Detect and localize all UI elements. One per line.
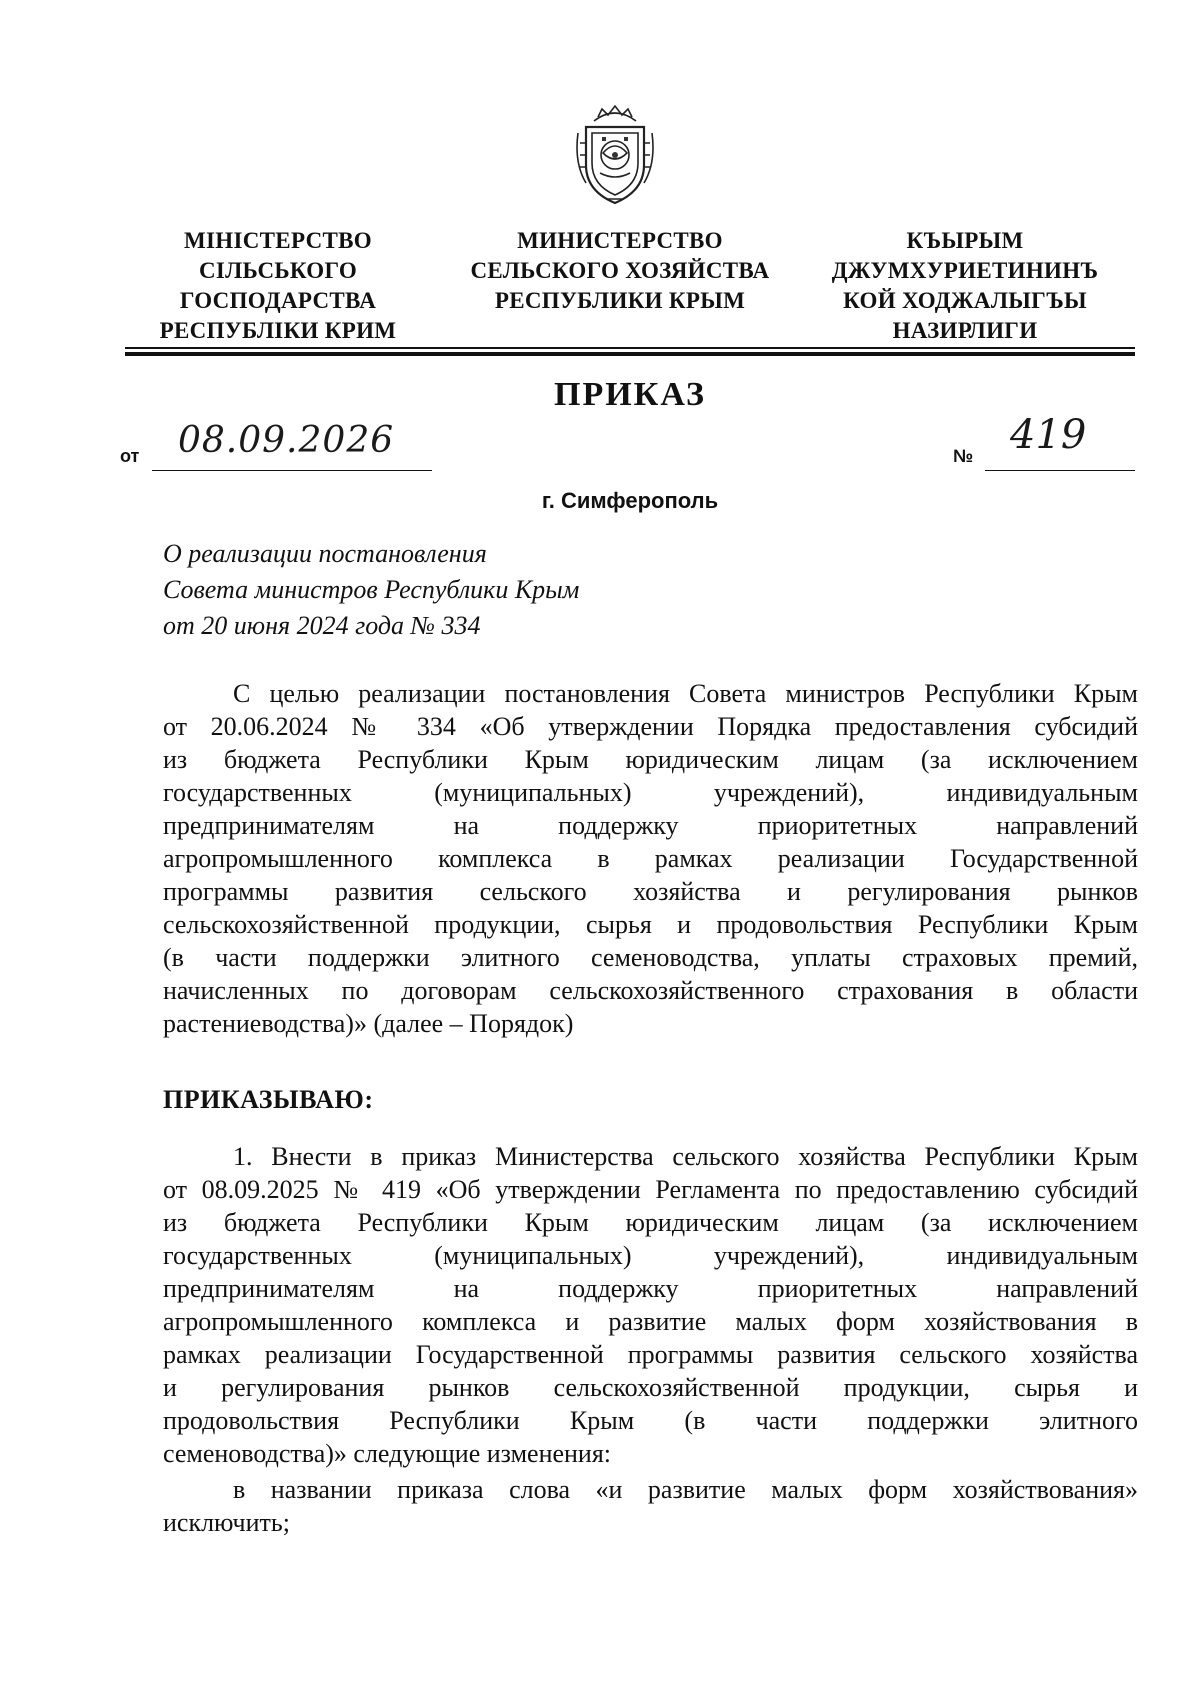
header-russian-line: СЕЛЬСКОГО ХОЗЯЙСТВА — [470, 258, 770, 283]
item-1-paragraph — [163, 1140, 1138, 1470]
document-title: ПРИКАЗ — [554, 376, 706, 413]
header-ukrainian-line: РЕСПУБЛІКИ КРИМ — [159, 318, 397, 343]
header-russian-line: РЕСПУБЛИКИ КРЫМ — [494, 288, 746, 313]
subject-line: от 20 июня 2024 года № 334 — [163, 611, 481, 640]
date-label: от — [120, 446, 140, 466]
preamble-line: агропромышленного комплекса в рамках реализации Государственной — [163, 844, 1138, 873]
preamble-line: предпринимателям на поддержку приоритетных направлений — [163, 811, 1138, 840]
item-1-line: предпринимателям на поддержку приоритетных направлений — [163, 1274, 1138, 1303]
date-value: 08.09.2026 — [178, 420, 395, 461]
item-1-line: от 08.09.2025 № 419 «Об утверждении Регламента по предоставлению субсидий — [163, 1175, 1138, 1204]
subject-line: О реализации постановления — [163, 539, 487, 568]
preamble-paragraph — [163, 677, 1138, 1040]
item-1-line: агропромышленного комплекса и развитие малых форм хозяйствования в — [163, 1307, 1138, 1336]
preamble-line: программы развития сельского хозяйства и регулирования рынков — [163, 877, 1138, 906]
preamble-line: растениеводства)» (далее – Порядок) — [163, 1009, 574, 1038]
header-ukrainian-line: ГОСПОДАРСТВА — [179, 288, 377, 313]
item-1-sub-line: исключить; — [163, 1508, 290, 1537]
header-ukrainian-line: СІЛЬСЬКОГО — [198, 258, 358, 283]
preamble-line: государственных (муниципальных) учреждений), индивидуальным — [163, 778, 1138, 807]
header-russian — [455, 226, 785, 316]
header-crimean-tatar-line: КЪЫРЫМ — [906, 228, 1024, 253]
city-line: г. Симферополь — [541, 488, 719, 513]
header-divider-thin — [125, 347, 1135, 349]
header-ukrainian — [148, 226, 408, 346]
header-crimean-tatar-line: ДЖУМХУРИЕТИНИНЪ — [831, 258, 1099, 283]
header-crimean-tatar-line: КОЙ ХОДЖАЛЫГЪЫ — [843, 288, 1087, 313]
number-value: 419 — [1010, 412, 1087, 458]
item-1-line: и регулирования рынков сельскохозяйственной продукции, сырья и — [163, 1373, 1138, 1402]
order-word: ПРИКАЗЫВАЮ: — [163, 1085, 374, 1114]
header-crimean-tatar — [810, 226, 1120, 346]
item-1-sub-paragraph — [163, 1473, 1138, 1539]
number-label: № — [953, 446, 974, 466]
preamble-line: (в части поддержки элитного семеноводства, уплаты страховых премий, — [163, 943, 1138, 972]
number-underline — [985, 470, 1135, 471]
item-1-line: продовольствия Республики Крым (в части поддержки элитного — [163, 1406, 1138, 1435]
date-underline — [152, 470, 432, 471]
item-1-line: семеноводства)» следующие изменения: — [163, 1439, 612, 1468]
subject-line: Совета министров Республики Крым — [163, 575, 580, 604]
header-russian-line: МИНИСТЕРСТВО — [517, 228, 723, 253]
preamble-line: от 20.06.2024 № 334 «Об утверждении Порядка предоставления субсидий — [163, 712, 1138, 741]
item-1-line: 1. Внести в приказ Министерства сельского хозяйства Республики Крым — [233, 1142, 1138, 1171]
item-1-line: государственных (муниципальных) учреждений), индивидуальным — [163, 1241, 1138, 1270]
subject-block — [163, 536, 579, 644]
header-crimean-tatar-line: НАЗИРЛИГИ — [892, 318, 1038, 343]
item-1-line: рамках реализации Государственной программы развития сельского хозяйства — [163, 1340, 1138, 1369]
coat-of-arms-icon — [572, 103, 658, 207]
item-1-line: из бюджета Республики Крым юридическим лицам (за исключением — [163, 1208, 1138, 1237]
preamble-line: С целью реализации постановления Совета министров Республики Крым — [233, 679, 1138, 708]
header-divider-thick — [125, 352, 1135, 356]
header-ukrainian-line: МІНІСТЕРСТВО — [184, 228, 372, 253]
item-1-sub-line: в названии приказа слова «и развитие малых форм хозяйствования» — [233, 1475, 1138, 1504]
preamble-line: сельскохозяйственной продукции, сырья и продовольствия Республики Крым — [163, 910, 1138, 939]
preamble-line: начисленных по договорам сельскохозяйственного страхования в области — [163, 976, 1138, 1005]
preamble-line: из бюджета Республики Крым юридическим лицам (за исключением — [163, 745, 1138, 774]
